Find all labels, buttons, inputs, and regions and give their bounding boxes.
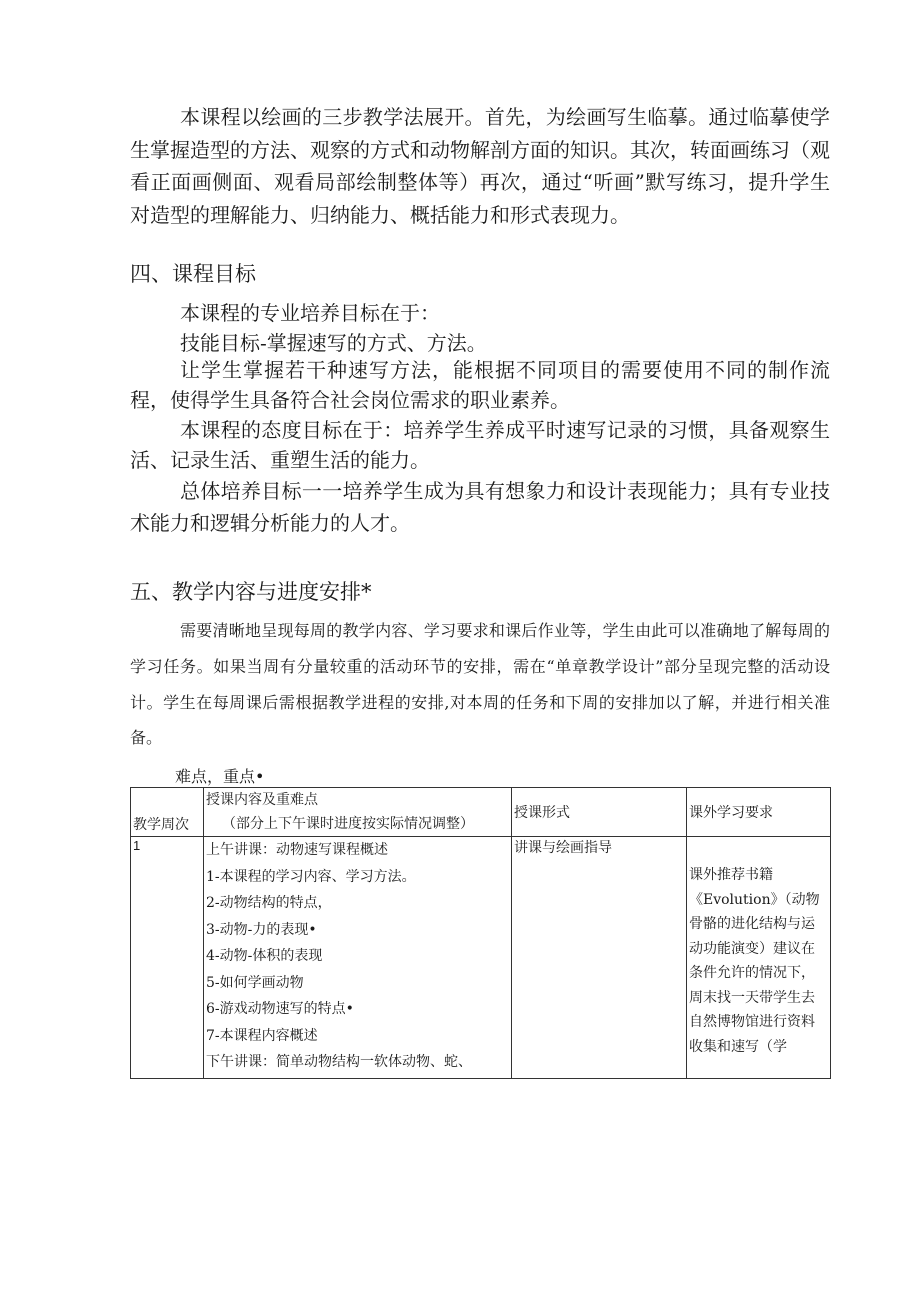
section-4-heading: 四、课程目标 (130, 262, 256, 286)
table-header-row (131, 788, 831, 837)
goal-paragraph-3: 总体培养目标一一培养学生成为具有想象力和设计表现能力；具有专业技术能力和逻辑分析能力的人才。 (130, 479, 830, 535)
header-content-title: 授课内容及重难点 (206, 792, 318, 808)
header-week: 教学周次 (131, 788, 204, 837)
intro-paragraph: 本课程以绘画的三步教学法展开。首先，为绘画写生临摹。通过临摹使学生掌握造型的方法、观察的方式和动物解剖方面的知识。其次，转面画练习（观看正面画侧面、观看局部绘制整体等）再次，通过“听画”默写练习，提升学生对造型的理解能力、归纳能力、概括能力和形式表现力。 (130, 105, 830, 227)
content-line: 4-动物-体积的表现 (206, 948, 323, 964)
schedule-paragraph: 需要清晰地呈现每周的教学内容、学习要求和课后作业等，学生由此可以准确地了解每周的学习任务。如果当周有分量较重的活动环节的安排，需在“单章教学设计”部分呈现完整的活动设计。学生在每周课后需根据教学进程的安排,对本周的任务和下周的安排加以了解，并进行相关准备。 (130, 621, 830, 748)
week-number: 1 (131, 837, 204, 1079)
content-line: 5-如何学画动物 (206, 974, 304, 991)
content-line: 3-动物-力的表现• (206, 921, 317, 938)
section-5-heading: 五、教学内容与进度安排* (130, 580, 372, 604)
content-line: 2-动物结构的特点， (206, 895, 332, 911)
extra-requirements-cell: 课外推荐书籍《Evolution》（动物骨骼的进化结构与运动功能演变）建议在条件允许的情况下，周末找一天带学生去自然博物馆进行资料收集和速写（学 (687, 837, 831, 1079)
header-extra: 课外学习要求 (687, 788, 831, 837)
form-cell: 讲课与绘画指导 (512, 837, 687, 1079)
content-line: 6-游戏动物速写的特点• (206, 1001, 354, 1017)
header-form: 授课形式 (512, 788, 687, 837)
skill-goal-line: 技能目标-掌握速写的方式、方法。 (180, 331, 487, 355)
goal-paragraph-1: 让学生掌握若干种速写方法，能根据不同项目的需要使用不同的制作流程，使得学生具备符合社会岗位需求的职业素养。 (130, 358, 830, 412)
content-cell (204, 837, 512, 1079)
table-row (131, 837, 831, 1079)
header-content (204, 788, 512, 837)
goal-paragraph-2: 本课程的态度目标在于：培养学生养成平时速写记录的习惯，具备观察生活、记录生活、重塑生活的能力。 (130, 418, 830, 472)
goal-intro-line: 本课程的专业培养目标在于： (180, 301, 440, 325)
content-line: 1-本课程的学习内容、学习方法。 (206, 868, 416, 885)
table-caption: 难点，重点• (175, 767, 265, 786)
content-line: 上午讲课：动物速写课程概述 (206, 842, 388, 858)
header-content-note: （部分上下午课时进度按实际情况调整） (222, 816, 474, 832)
content-line: 下午讲课：简单动物结构一软体动物、蛇、 (206, 1054, 472, 1070)
schedule-table (130, 787, 831, 1079)
content-line: 7-本课程内容概述 (206, 1027, 318, 1044)
